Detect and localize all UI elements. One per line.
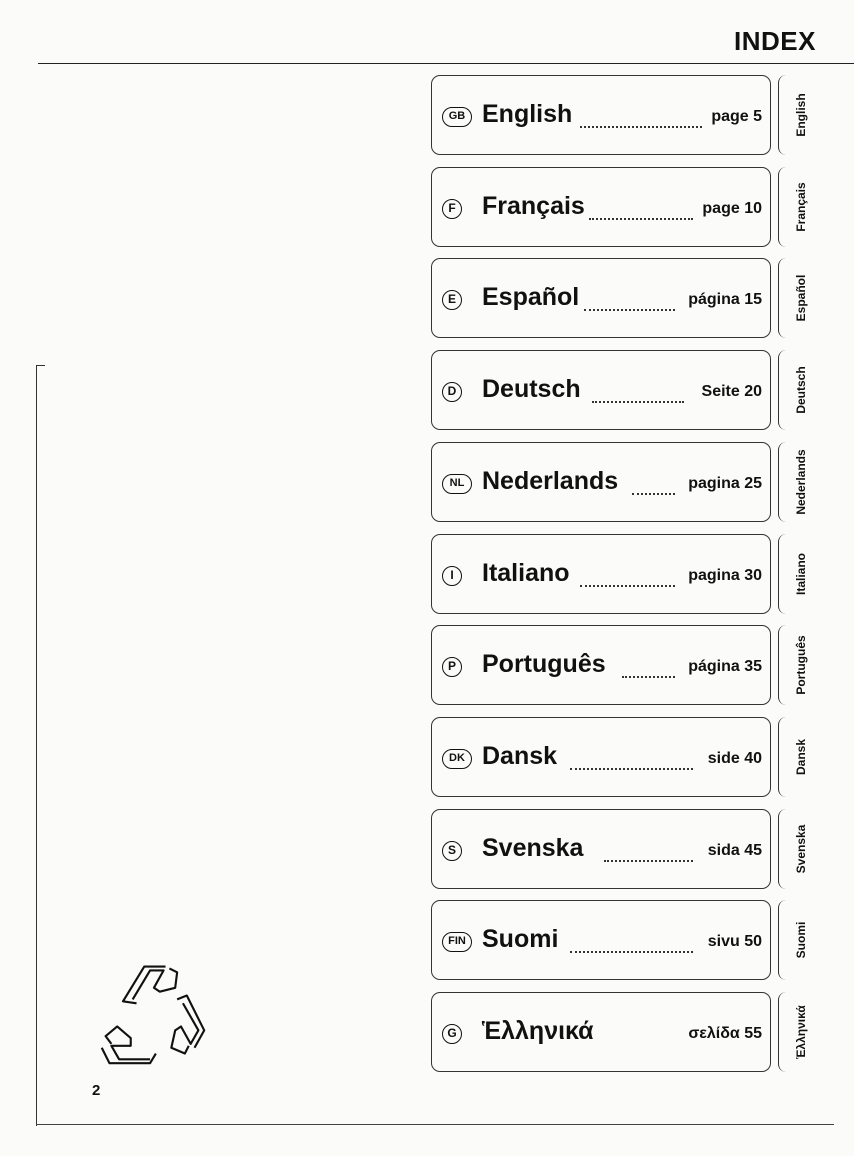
- language-name: Svenska: [482, 834, 584, 862]
- language-row[interactable]: [431, 809, 771, 889]
- language-page-reference: side 40: [707, 750, 762, 767]
- page-number: 2: [92, 1082, 101, 1099]
- language-tab-label: Suomi: [794, 921, 808, 959]
- language-row[interactable]: [431, 625, 771, 705]
- header-rule: [38, 63, 854, 64]
- language-name: English: [482, 100, 573, 128]
- language-code-badge: GB: [442, 107, 472, 127]
- language-tab[interactable]: [778, 350, 823, 430]
- language-code-badge: G: [442, 1024, 462, 1044]
- language-row[interactable]: [431, 258, 771, 338]
- language-tab-label: Nederlands: [794, 449, 808, 515]
- language-tab-label: Italiano: [794, 552, 808, 596]
- language-tab[interactable]: [778, 992, 823, 1072]
- language-name: Nederlands: [482, 467, 619, 495]
- language-tab[interactable]: [778, 167, 823, 247]
- language-code-badge: P: [442, 657, 462, 677]
- leader-dots: [592, 401, 684, 403]
- language-row[interactable]: [431, 442, 771, 522]
- language-tab[interactable]: [778, 717, 823, 797]
- leader-dots: [580, 126, 702, 128]
- footer-rule: [36, 1124, 834, 1125]
- language-tab[interactable]: [778, 900, 823, 980]
- leader-dots: [632, 493, 675, 495]
- language-tab-label: Dansk: [794, 738, 808, 776]
- language-name: Suomi: [482, 925, 559, 953]
- language-tab-label: Español: [794, 274, 808, 322]
- language-row[interactable]: [431, 900, 771, 980]
- leader-dots: [570, 768, 693, 770]
- leader-dots: [622, 676, 675, 678]
- language-tab[interactable]: [778, 534, 823, 614]
- language-row[interactable]: [431, 992, 771, 1072]
- language-tab[interactable]: [778, 258, 823, 338]
- language-page-reference: page 5: [711, 108, 762, 125]
- language-name: Español: [482, 283, 580, 311]
- language-row[interactable]: [431, 167, 771, 247]
- language-page-reference: página 35: [688, 658, 762, 675]
- language-tab-label: Svenska: [794, 824, 808, 874]
- language-page-reference: sida 45: [707, 842, 762, 859]
- language-code-badge: E: [442, 290, 462, 310]
- language-tab[interactable]: [778, 75, 823, 155]
- language-tab-label: Français: [794, 182, 808, 232]
- language-name: Dansk: [482, 742, 558, 770]
- language-name: Deutsch: [482, 375, 581, 403]
- language-page-reference: pagina 25: [688, 475, 762, 492]
- leader-dots: [580, 585, 675, 587]
- language-row[interactable]: [431, 350, 771, 430]
- language-page-reference: σελίδα 55: [688, 1025, 762, 1042]
- language-page-reference: Seite 20: [701, 383, 762, 400]
- language-page-reference: página 15: [688, 291, 762, 308]
- language-name: Português: [482, 650, 606, 678]
- language-tab[interactable]: [778, 809, 823, 889]
- language-row[interactable]: [431, 717, 771, 797]
- language-page-reference: page 10: [702, 200, 762, 217]
- language-name: Ἑλληνικά: [482, 1017, 594, 1045]
- language-tab[interactable]: [778, 625, 823, 705]
- language-code-badge: I: [442, 566, 462, 586]
- language-row[interactable]: [431, 75, 771, 155]
- language-code-badge: NL: [442, 474, 472, 494]
- language-code-badge: FIN: [442, 932, 472, 952]
- page-title: INDEX: [734, 26, 816, 56]
- leader-dots: [570, 951, 693, 953]
- leader-dots: [589, 218, 693, 220]
- language-name: Italiano: [482, 559, 570, 587]
- language-page-reference: pagina 30: [688, 567, 762, 584]
- leader-dots: [584, 309, 675, 311]
- recycle-icon: [94, 953, 210, 1069]
- language-tab-label: English: [794, 93, 808, 137]
- language-code-badge: DK: [442, 749, 472, 769]
- language-name: Français: [482, 192, 585, 220]
- language-code-badge: S: [442, 841, 462, 861]
- language-row[interactable]: [431, 534, 771, 614]
- language-code-badge: F: [442, 199, 462, 219]
- language-page-reference: sivu 50: [707, 933, 762, 950]
- leader-dots: [604, 860, 693, 862]
- language-tab[interactable]: [778, 442, 823, 522]
- language-tab-label: Ἑλληνικά: [794, 1005, 808, 1059]
- margin-bracket: [36, 365, 45, 1126]
- language-tab-label: Deutsch: [794, 366, 808, 414]
- language-tab-label: Português: [794, 635, 808, 695]
- language-code-badge: D: [442, 382, 462, 402]
